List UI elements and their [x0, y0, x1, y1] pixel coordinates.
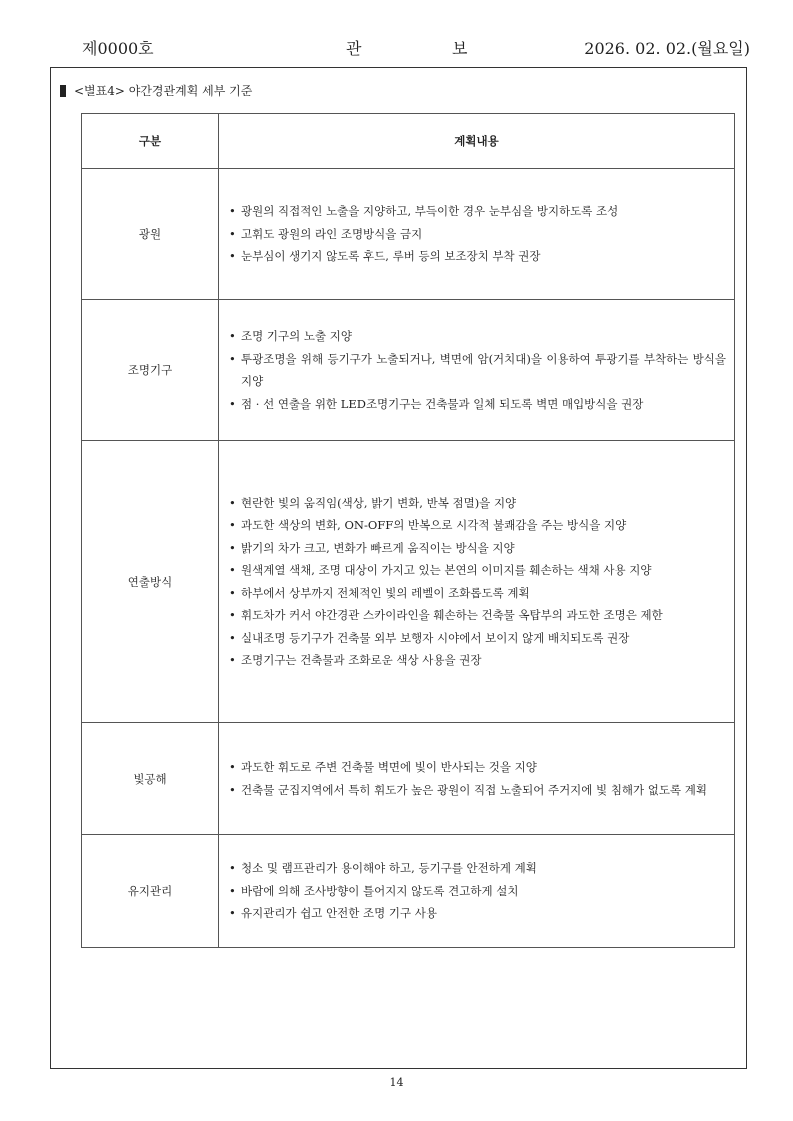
list-item: • 바람에 의해 조사방향이 틀어지지 않도록 견고하게 설치 [229, 880, 726, 903]
row-category: 광원 [82, 169, 219, 300]
bullet-icon: • [229, 608, 236, 622]
list-item: • 조명기구는 건축물과 조화로운 색상 사용을 권장 [229, 649, 726, 672]
bullet-icon: • [229, 396, 236, 411]
list-item: • 건축물 군집지역에서 특히 휘도가 높은 광원이 직접 노출되어 주거지에 빛 침해가 없도록 계획 [229, 779, 726, 802]
row-category: 유지관리 [82, 835, 219, 948]
bullet-icon: • [229, 540, 236, 555]
list-item: • 하부에서 상부까지 전체적인 빛의 레벨이 조화롭도록 계획 [229, 582, 726, 605]
row-content [219, 441, 735, 723]
bullet-icon: • [229, 351, 236, 366]
list-item: • 고휘도 광원의 라인 조명방식을 금지 [229, 223, 726, 246]
header-content: 계획내용 [219, 114, 735, 169]
list-item: • 실내조명 등기구가 건축물 외부 보행자 시야에서 보이지 않게 배치되도록 권장 [229, 627, 726, 650]
bullet-icon: • [229, 585, 236, 600]
page-number: 14 [389, 1076, 404, 1089]
bullet-icon: • [229, 518, 236, 532]
list-item: • 과도한 색상의 변화, ON-OFF의 반복으로 시각적 불쾌감을 주는 방식을 지양 [229, 514, 726, 537]
row-category: 빛공해 [82, 723, 219, 835]
table-row [82, 169, 735, 300]
list-item: • 유지관리가 쉽고 안전한 조명 기구 사용 [229, 902, 726, 925]
list-item: • 눈부심이 생기지 않도록 후드, 루버 등의 보조장치 부착 권장 [229, 245, 726, 268]
row-content [219, 723, 735, 835]
list-item: • 과도한 휘도로 주변 건축물 벽면에 빛이 반사되는 것을 지양 [229, 756, 726, 779]
list-item: • 광원의 직접적인 노출을 지양하고, 부득이한 경우 눈부심을 방지하도록 조성 [229, 200, 726, 223]
header-title-2: 보 [452, 39, 468, 58]
list-item: • 현란한 빛의 움직임(색상, 밝기 변화, 반복 점멸)을 지양 [229, 492, 726, 515]
table-row [82, 300, 735, 441]
header-title-1: 관 [346, 39, 362, 58]
table-header-row [82, 114, 735, 169]
section-title: <별표4> 야간경관계획 세부 기준 [74, 84, 253, 98]
bullet-icon: • [229, 782, 236, 797]
bullet-icon: • [229, 883, 236, 898]
list-item: • 원색계열 색채, 조명 대상이 가지고 있는 본연의 이미지를 훼손하는 색채 사용 지양 [229, 559, 726, 582]
row-content [219, 835, 735, 948]
list-item: • 밝기의 차가 크고, 변화가 빠르게 움직이는 방식을 지양 [229, 537, 726, 560]
bullet-icon: • [229, 249, 236, 264]
bullet-icon: • [229, 563, 236, 577]
bullet-icon: • [229, 760, 236, 774]
bullet-icon: • [229, 495, 236, 510]
bullet-icon: • [229, 329, 236, 343]
bullet-icon: • [229, 226, 236, 241]
bullet-icon: • [229, 204, 236, 219]
list-item: • 청소 및 램프관리가 용이해야 하고, 등기구를 안전하게 계획 [229, 857, 726, 880]
list-item: • 점 · 선 연출을 위한 LED조명기구는 건축물과 일체 되도록 벽면 매입방식을 권장 [229, 393, 726, 416]
header-category: 구분 [82, 114, 219, 169]
page-header [82, 36, 750, 60]
row-category: 조명기구 [82, 300, 219, 441]
list-item: • 투광조명을 위해 등기구가 노출되거나, 벽면에 암(거치대)을 이용하여 투광기를 부착하는 방식을 지양 [229, 348, 726, 393]
section-heading [60, 82, 252, 99]
bullet-icon: • [229, 861, 236, 876]
list-item: • 조명 기구의 노출 지양 [229, 325, 726, 348]
black-square-icon [60, 85, 66, 97]
table-row [82, 723, 735, 835]
table-row [82, 441, 735, 723]
bullet-icon: • [229, 630, 236, 645]
row-content [219, 300, 735, 441]
bullet-icon: • [229, 906, 236, 921]
issue-date: 2026. 02. 02.(월요일) [584, 39, 750, 58]
criteria-table [81, 113, 735, 948]
list-item: • 휘도차가 커서 야간경관 스카이라인을 훼손하는 건축물 옥탑부의 과도한 조명은 제한 [229, 604, 726, 627]
table-row [82, 835, 735, 948]
row-category: 연출방식 [82, 441, 219, 723]
row-content [219, 169, 735, 300]
issue-number: 제0000호 [82, 39, 154, 58]
bullet-icon: • [229, 653, 236, 667]
